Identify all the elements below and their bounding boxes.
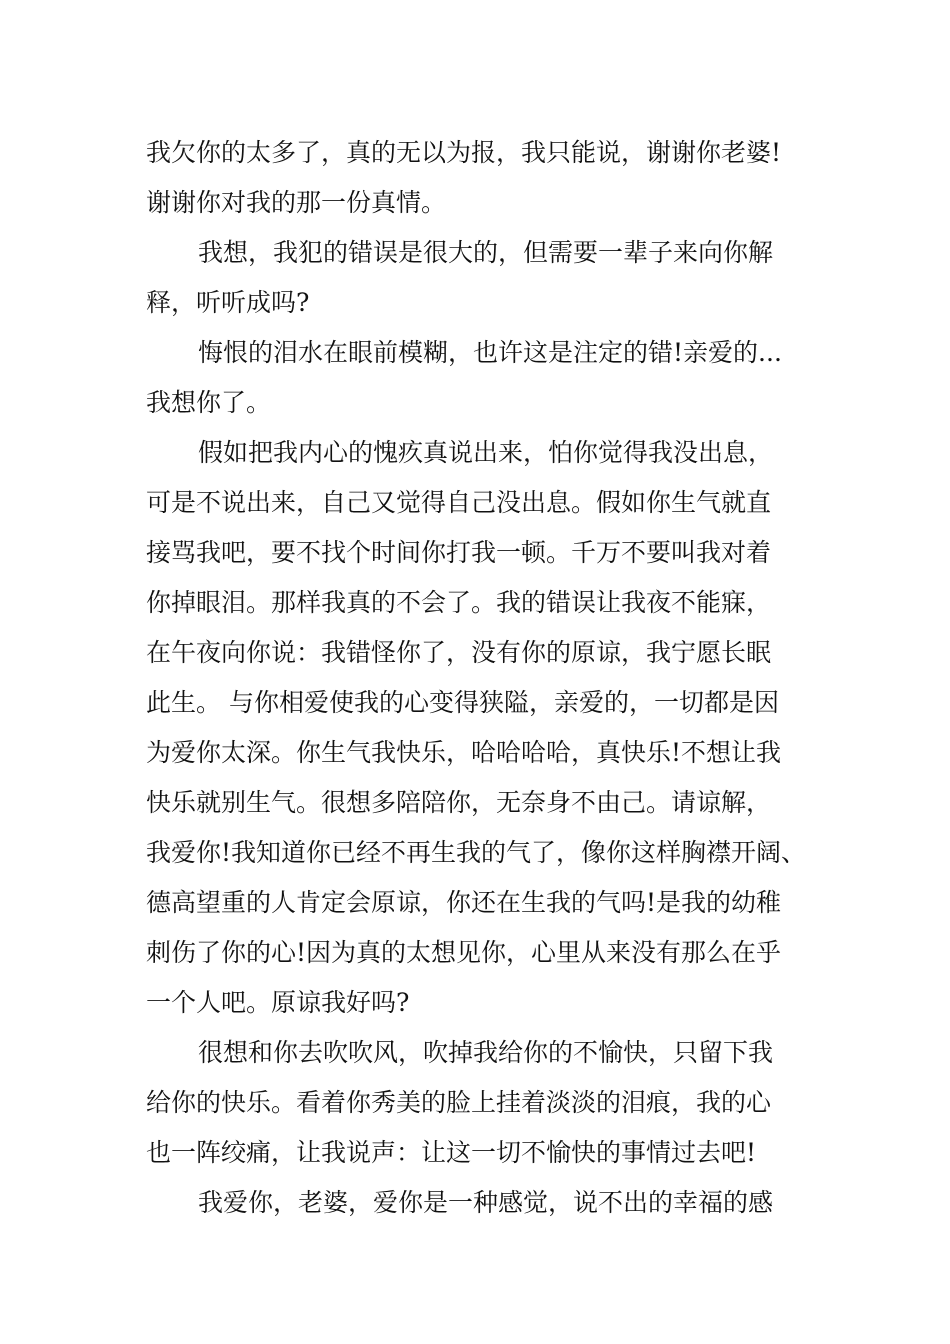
text-line: 德高望重的人肯定会原谅，你还在生我的气吗!是我的幼稚 — [146, 888, 782, 917]
text-line: 为爱你太深。你生气我快乐，哈哈哈哈，真快乐!不想让我 — [146, 738, 782, 767]
body-text — [146, 128, 836, 1228]
paragraph-start-line: 我想，我犯的错误是很大的，但需要一辈子来向你解 — [198, 238, 774, 267]
text-line: 快乐就别生气。很想多陪陪你，无奈身不由己。请谅解， — [146, 788, 772, 817]
text-line: 谢谢你对我的那一份真情。 — [146, 188, 447, 217]
text-line: 接骂我吧，要不找个时间你打我一顿。千万不要叫我对着 — [146, 538, 772, 567]
text-line: 在午夜向你说：我错怪你了，没有你的原谅，我宁愿长眠 — [146, 638, 772, 667]
text-line: 刺伤了你的心!因为真的太想见你，心里从来没有那么在乎 — [146, 938, 782, 967]
paragraph-start-line: 很想和你去吹吹风，吹掉我给你的不愉快，只留下我 — [198, 1038, 774, 1067]
paragraph-start-line: 假如把我内心的愧疚真说出来，怕你觉得我没出息， — [198, 438, 774, 467]
text-line: 我爱你!我知道你已经不再生我的气了，像你这样胸襟开阔、 — [146, 838, 807, 867]
text-line: 给你的快乐。看着你秀美的脸上挂着淡淡的泪痕，我的心 — [146, 1088, 772, 1117]
text-line: 我欠你的太多了，真的无以为报，我只能说，谢谢你老婆! — [146, 138, 782, 167]
text-line: 此生。 与你相爱使我的心变得狭隘，亲爱的，一切都是因 — [146, 688, 779, 717]
text-line: 你掉眼泪。那样我真的不会了。我的错误让我夜不能寐， — [146, 588, 772, 617]
text-line: 可是不说出来，自己又觉得自己没出息。假如你生气就直 — [146, 488, 772, 517]
text-line: 我想你了。 — [146, 388, 272, 417]
paragraph-start-line: 我爱你，老婆，爱你是一种感觉，说不出的幸福的感 — [198, 1188, 774, 1217]
text-line: 也一阵绞痛，让我说声：让这一切不愉快的事情过去吧! — [146, 1138, 757, 1167]
paragraph-start-line: 悔恨的泪水在眼前模糊，也许这是注定的错!亲爱的... — [198, 338, 782, 367]
text-line: 一个人吧。原谅我好吗? — [146, 988, 410, 1017]
text-line: 释，听听成吗? — [146, 288, 310, 317]
